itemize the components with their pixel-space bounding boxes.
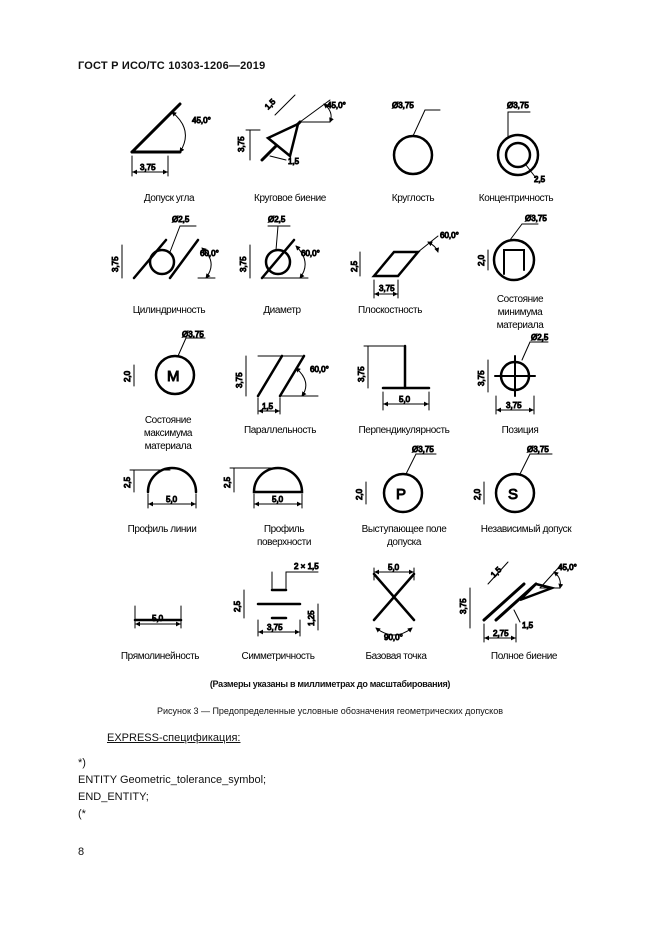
- symbol-letter: P: [396, 486, 407, 503]
- code-line: END_ENTITY;: [78, 791, 149, 803]
- dim-label: Ø2,5: [531, 333, 549, 342]
- least-material-symbol: [477, 214, 547, 280]
- dim-label: 5,0: [399, 395, 411, 404]
- roundness-symbol: [392, 101, 440, 174]
- symbol-label: Выступающее поле допуска: [361, 524, 447, 548]
- dim-label: 2,5: [534, 175, 546, 184]
- symbol-label: Плоскостность: [358, 305, 422, 316]
- straightness-symbol: [135, 606, 181, 628]
- symbol-label: Круговое биение: [254, 193, 326, 204]
- perpendicularity-symbol: [357, 346, 429, 410]
- dim-label: Ø3,75: [525, 214, 547, 223]
- dim-label: 2,5: [123, 476, 132, 488]
- dim-label: 60,0°: [440, 231, 459, 240]
- dim-label: Ø3,75: [412, 445, 434, 454]
- dim-label: Ø2,5: [172, 215, 190, 224]
- dim-label: 3,75: [459, 598, 468, 614]
- surface-profile-symbol: [223, 468, 302, 508]
- symbol-label: Перпендикулярность: [358, 425, 450, 436]
- code-line: (*: [78, 808, 86, 820]
- dim-label: 2,5: [233, 600, 242, 612]
- symbol-letter: S: [508, 486, 519, 503]
- symbol-label: Диаметр: [263, 305, 301, 316]
- dim-label: 3,75: [357, 366, 366, 382]
- symbol-letter: M: [167, 368, 180, 385]
- circular-runout-symbol: [237, 95, 346, 166]
- dim-label: 45,0°: [558, 563, 577, 572]
- dim-label: 2,5: [350, 260, 359, 272]
- symmetry-symbol: [233, 562, 319, 636]
- symbol-label: Симметричность: [241, 651, 315, 662]
- dim-label: 45,0°: [192, 116, 211, 125]
- code-line: *): [78, 757, 86, 769]
- dim-label: Ø3,75: [507, 101, 529, 110]
- parallelism-symbol: [235, 356, 329, 414]
- dim-label: 2,0: [473, 488, 482, 500]
- maximum-material-symbol: [123, 330, 205, 394]
- dim-label: Ø3,75: [527, 445, 549, 454]
- dim-label: 3,75: [237, 136, 246, 152]
- line-profile-symbol: [123, 468, 196, 508]
- datum-target-symbol: [374, 563, 414, 642]
- dim-label: 3,75: [379, 284, 395, 293]
- concentricity-symbol: [498, 101, 546, 184]
- symbol-label: Цилиндричность: [132, 305, 206, 316]
- symbol-label: Концентричность: [478, 193, 554, 204]
- dim-label: 3,75: [235, 372, 244, 388]
- symbol-label: Круглость: [391, 193, 435, 204]
- total-runout-symbol: [459, 562, 577, 642]
- symbol-label: Независимый допуск: [480, 524, 572, 535]
- dim-label: 60,0°: [301, 249, 320, 258]
- dim-label: 1,5: [288, 157, 300, 166]
- dim-label: 3,75: [140, 163, 156, 172]
- symbol-label: Профиль линии: [127, 524, 197, 535]
- diameter-symbol: [239, 215, 320, 278]
- dim-label: 2 × 1,5: [294, 562, 319, 571]
- symbol-label: Параллельность: [243, 425, 317, 436]
- symbol-label: Состояние минимума материала: [496, 294, 544, 331]
- symbol-label: Профиль поверхности: [256, 524, 312, 548]
- figure-caption: Рисунок 3 — Предопределенные условные обозначения геометрических допусков: [157, 706, 503, 716]
- dim-label: 3,75: [477, 370, 486, 386]
- dim-label: 1,5: [262, 402, 274, 411]
- symbol-label: Прямолинейность: [120, 651, 200, 662]
- dim-label: 60,0°: [310, 365, 329, 374]
- dim-label: 3,75: [239, 256, 248, 272]
- dim-label: 2,0: [123, 370, 132, 382]
- dim-label: 1,5: [489, 565, 504, 580]
- dim-label: 3,75: [267, 623, 283, 632]
- dimensions-note: (Размеры указаны в миллиметрах до масштабирования): [209, 679, 451, 689]
- express-spec-title: EXPRESS-спецификация:: [107, 732, 241, 744]
- independent-tolerance-symbol: [473, 445, 552, 512]
- dim-label: 2,75: [493, 629, 509, 638]
- dim-label: Ø3,75: [392, 101, 414, 110]
- symbol-label: Допуск угла: [143, 193, 195, 204]
- dim-label: 1,5: [263, 97, 278, 112]
- dim-label: 45,0°: [327, 101, 346, 110]
- code-line: ENTITY Geometric_tolerance_symbol;: [78, 774, 267, 786]
- dim-label: 90,0°: [384, 633, 403, 642]
- dim-label: 3,75: [506, 401, 522, 410]
- document-header: ГОСТ Р ИСО/ТС 10303-1206—2019: [78, 60, 266, 72]
- flatness-symbol: [350, 231, 459, 298]
- symbol-label: Состояние максимума материала: [143, 415, 193, 452]
- dim-label: 2,0: [477, 254, 486, 266]
- dim-label: 2,0: [355, 488, 364, 500]
- symbol-label: Полное биение: [490, 651, 558, 662]
- dim-label: 5,0: [152, 614, 164, 623]
- dim-label: 5,0: [388, 563, 400, 572]
- dim-label: 1,25: [307, 610, 316, 626]
- symbol-label: Базовая точка: [365, 651, 427, 662]
- dim-label: 5,0: [166, 495, 178, 504]
- projected-tolerance-zone-symbol: [355, 445, 436, 512]
- cylindricity-symbol: [111, 215, 219, 278]
- dim-label: 60,0°: [200, 249, 219, 258]
- symbol-label: Позиция: [501, 425, 539, 436]
- dim-label: 1,5: [522, 621, 534, 630]
- dim-label: Ø3,75: [182, 330, 204, 339]
- page-number: 8: [78, 846, 85, 858]
- dim-label: 3,75: [111, 256, 120, 272]
- angularity-symbol: [132, 104, 211, 176]
- position-symbol: [477, 333, 549, 414]
- dim-label: 2,5: [223, 476, 232, 488]
- dim-label: 5,0: [272, 495, 284, 504]
- dim-label: Ø2,5: [268, 215, 286, 224]
